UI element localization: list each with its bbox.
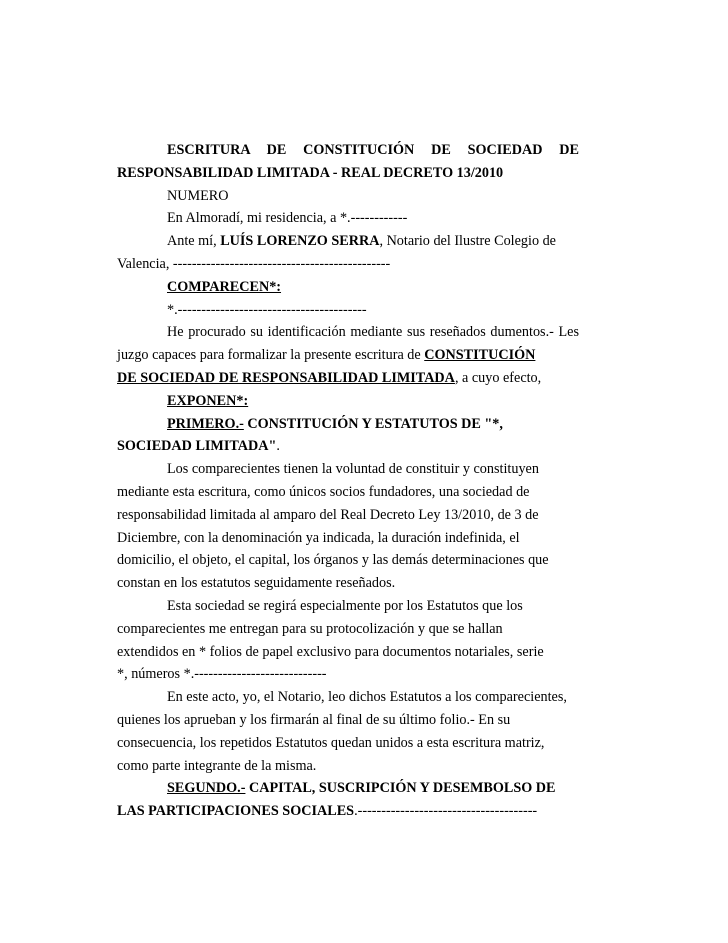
paragraph-1-line-6: constan en los estatutos seguidamente reseñados. [117, 575, 396, 592]
residencia-line: En Almoradí, mi residencia, a *.------------ [167, 210, 408, 227]
sociedad-bold: DE SOCIEDAD DE RESPONSABILIDAD LIMITADA [117, 369, 455, 386]
paragraph-2-line-4: *, números *.---------------------------- [117, 666, 327, 683]
paragraph-1 [117, 458, 579, 595]
primero-heading [117, 413, 579, 459]
ante-paragraph [117, 230, 579, 276]
identificacion-line-1: He procurado su identificación mediante sus reseñados dumentos.- Les [167, 324, 579, 341]
identificacion-paragraph [117, 321, 579, 389]
paragraph-1-line-2: mediante esta escritura, como únicos socios fundadores, una sociedad de [117, 483, 530, 500]
paragraph-2-line-3: extendidos en * folios de papel exclusivo para documentos notariales, serie [117, 643, 544, 660]
paragraph-3-line-2: quienes los aprueban y los firmarán al final de su último folio.- En su [117, 711, 511, 728]
comparecen-heading [142, 276, 579, 299]
paragraph-1-line-5: domicilio, el objeto, el capital, los órganos y las demás determinaciones que [117, 552, 549, 569]
notario-name: LUÍS LORENZO SERRA [220, 233, 380, 250]
title-line-2: RESPONSABILIDAD LIMITADA - REAL DECRETO 13/2010 [117, 164, 504, 181]
segundo-title-end: .-------------------------------------- [354, 803, 538, 820]
identificacion-line-2-text: juzgo capaces para formalizar la presente escritura de [117, 347, 425, 364]
paragraph-3-line-3: consecuencia, los repetidos Estatutos quedan unidos a esta escritura matriz, [117, 734, 545, 751]
paragraph-2-line-1: Esta sociedad se regirá especialmente por los Estatutos que los [167, 597, 523, 614]
ante-line-2: Valencia, ---------------------------------------------- [117, 255, 391, 272]
paragraph-1-line-3: responsabilidad limitada al amparo del Real Decreto Ley 13/2010, de 3 de [117, 506, 539, 523]
paragraph-3-line-4: como parte integrante de la misma. [117, 757, 317, 774]
paragraph-3 [117, 686, 579, 777]
identificacion-line-2 [117, 344, 579, 367]
paragraph-3-line-1: En este acto, yo, el Notario, leo dichos Estatutos a los comparecientes, [167, 689, 567, 706]
comparecen-dashes: *.---------------------------------------- [167, 301, 367, 318]
identificacion-line-3-suffix: , a cuyo efecto, [454, 369, 542, 386]
segundo-title-line-2 [117, 800, 579, 823]
constitucion-bold: CONSTITUCIÓN [424, 347, 536, 364]
exponen-heading [142, 390, 579, 413]
paragraph-1-line-4: Diciembre, con la denominación ya indicada, la duración indefinida, el [117, 529, 520, 546]
primero-title-2: SOCIEDAD LIMITADA" [117, 438, 277, 455]
exponen-label: EXPONEN*: [167, 392, 249, 409]
paragraph-2 [117, 595, 579, 686]
title-line-1: ESCRITURA DE CONSTITUCIÓN DE SOCIEDAD DE [167, 142, 579, 158]
segundo-heading [117, 777, 579, 823]
document-title [117, 139, 579, 185]
comparecen-label: COMPARECEN*: [167, 278, 282, 295]
primero-title-1: CONSTITUCIÓN Y ESTATUTOS DE "*, [243, 415, 503, 432]
segundo-title-2: LAS PARTICIPACIONES SOCIALES [117, 803, 355, 820]
numero-line: NUMERO [167, 187, 229, 204]
paragraph-2-line-2: comparecientes me entregan para su protocolización y que se hallan [117, 620, 503, 637]
primero-title-end: . [276, 438, 280, 455]
ante-prefix: Ante mí, [167, 233, 221, 250]
segundo-title-1: CAPITAL, SUSCRIPCIÓN Y DESEMBOLSO DE [245, 780, 556, 797]
paragraph-1-line-1: Los comparecientes tienen la voluntad de constituir y constituyen [167, 461, 539, 478]
ante-suffix: , Notario del Ilustre Colegio de [379, 233, 556, 250]
identificacion-line-3 [117, 367, 579, 390]
document-page [117, 139, 579, 823]
primero-title-line-2 [117, 435, 579, 458]
primero-label: PRIMERO.- [167, 415, 244, 432]
segundo-label: SEGUNDO.- [167, 780, 246, 797]
